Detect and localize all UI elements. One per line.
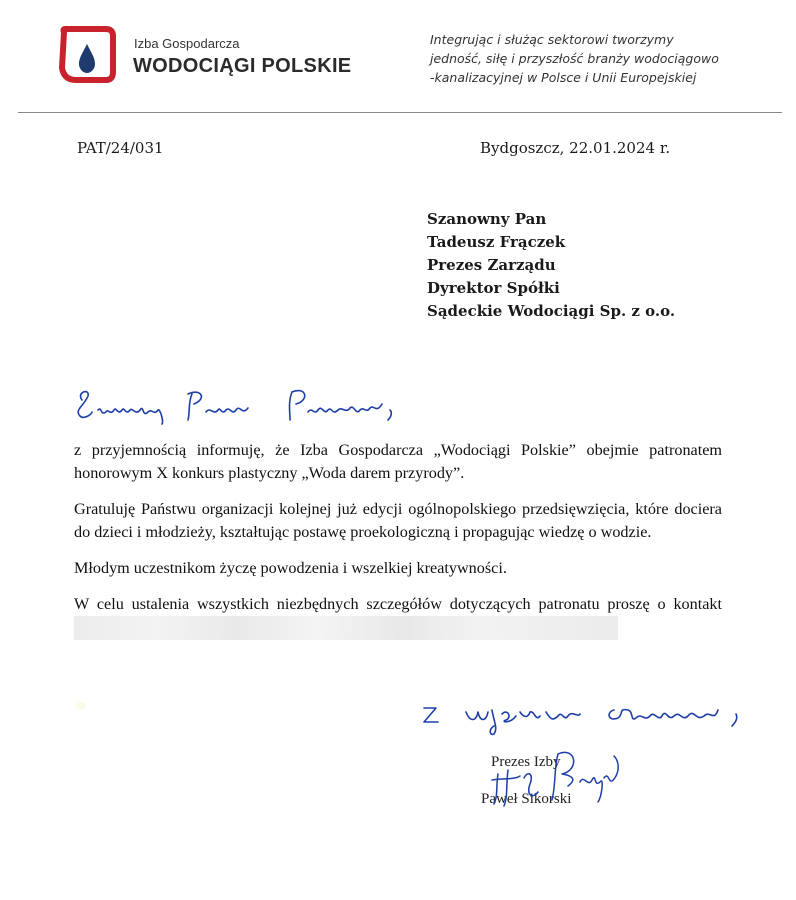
org-name: WODOCIĄGI POLSKIE	[133, 55, 352, 77]
paper-stain	[76, 702, 86, 710]
recipient-address	[427, 208, 675, 323]
signature-role: Prezes Izby	[491, 754, 561, 770]
handwritten-salutation	[70, 382, 450, 428]
tagline-line: jedność, siłę i przyszłość branży wodociągowo	[430, 51, 719, 66]
organization-logo	[56, 24, 118, 86]
redacted-contact	[74, 616, 618, 640]
header-divider	[18, 112, 782, 113]
signature-name: Paweł Sikorski	[481, 791, 572, 807]
contact-text: W celu ustalenia wszystkich niezbędnych szczegółów dotyczących patronatu proszę o kontakt	[74, 595, 722, 613]
handwritten-signature	[484, 740, 624, 810]
tagline	[430, 30, 740, 87]
salutation-text: Szanowny Panie Prezesie,	[70, 426, 82, 427]
reference-number: PAT/24/031	[77, 139, 164, 157]
water-drop-icon	[79, 44, 95, 73]
body-paragraph	[74, 593, 722, 641]
body-paragraph: Młodym uczestnikom życzę powodzenia i wszelkiej kreatywności.	[74, 559, 507, 577]
body-paragraph: Gratuluję Państwu organizacji kolejnej już edycji ogólnopolskiego przedsięwzięcia, które dociera do dzieci i młodzieży, kształtując postawę proekologiczną i propagując wiedzę o wodzie.	[74, 500, 722, 541]
closing-text: z wyrazami szacunku,	[418, 734, 428, 735]
recipient-line: Tadeusz Frączek	[427, 233, 566, 251]
handwritten-closing	[418, 688, 758, 736]
recipient-line: Dyrektor Spółki	[427, 279, 560, 297]
letter-body	[74, 439, 722, 654]
body-paragraph: z przyjemnością informuję, że Izba Gospodarcza „Wodociągi Polskie” obejmie patronatem honorowym X konkurs plastyczny „Woda darem przyrody”.	[74, 441, 722, 482]
org-name-small: Izba Gospodarcza	[134, 36, 240, 51]
recipient-line: Prezes Zarządu	[427, 256, 556, 274]
date-line: Bydgoszcz, 22.01.2024 r.	[480, 139, 671, 157]
recipient-line: Sądeckie Wodociągi Sp. z o.o.	[427, 302, 676, 320]
recipient-line: Szanowny Pan	[427, 210, 547, 228]
tagline-line: Integrując i służąc sektorowi tworzymy	[430, 32, 674, 47]
tagline-line: -kanalizacyjnej w Polsce i Unii Europejskiej	[430, 70, 697, 85]
